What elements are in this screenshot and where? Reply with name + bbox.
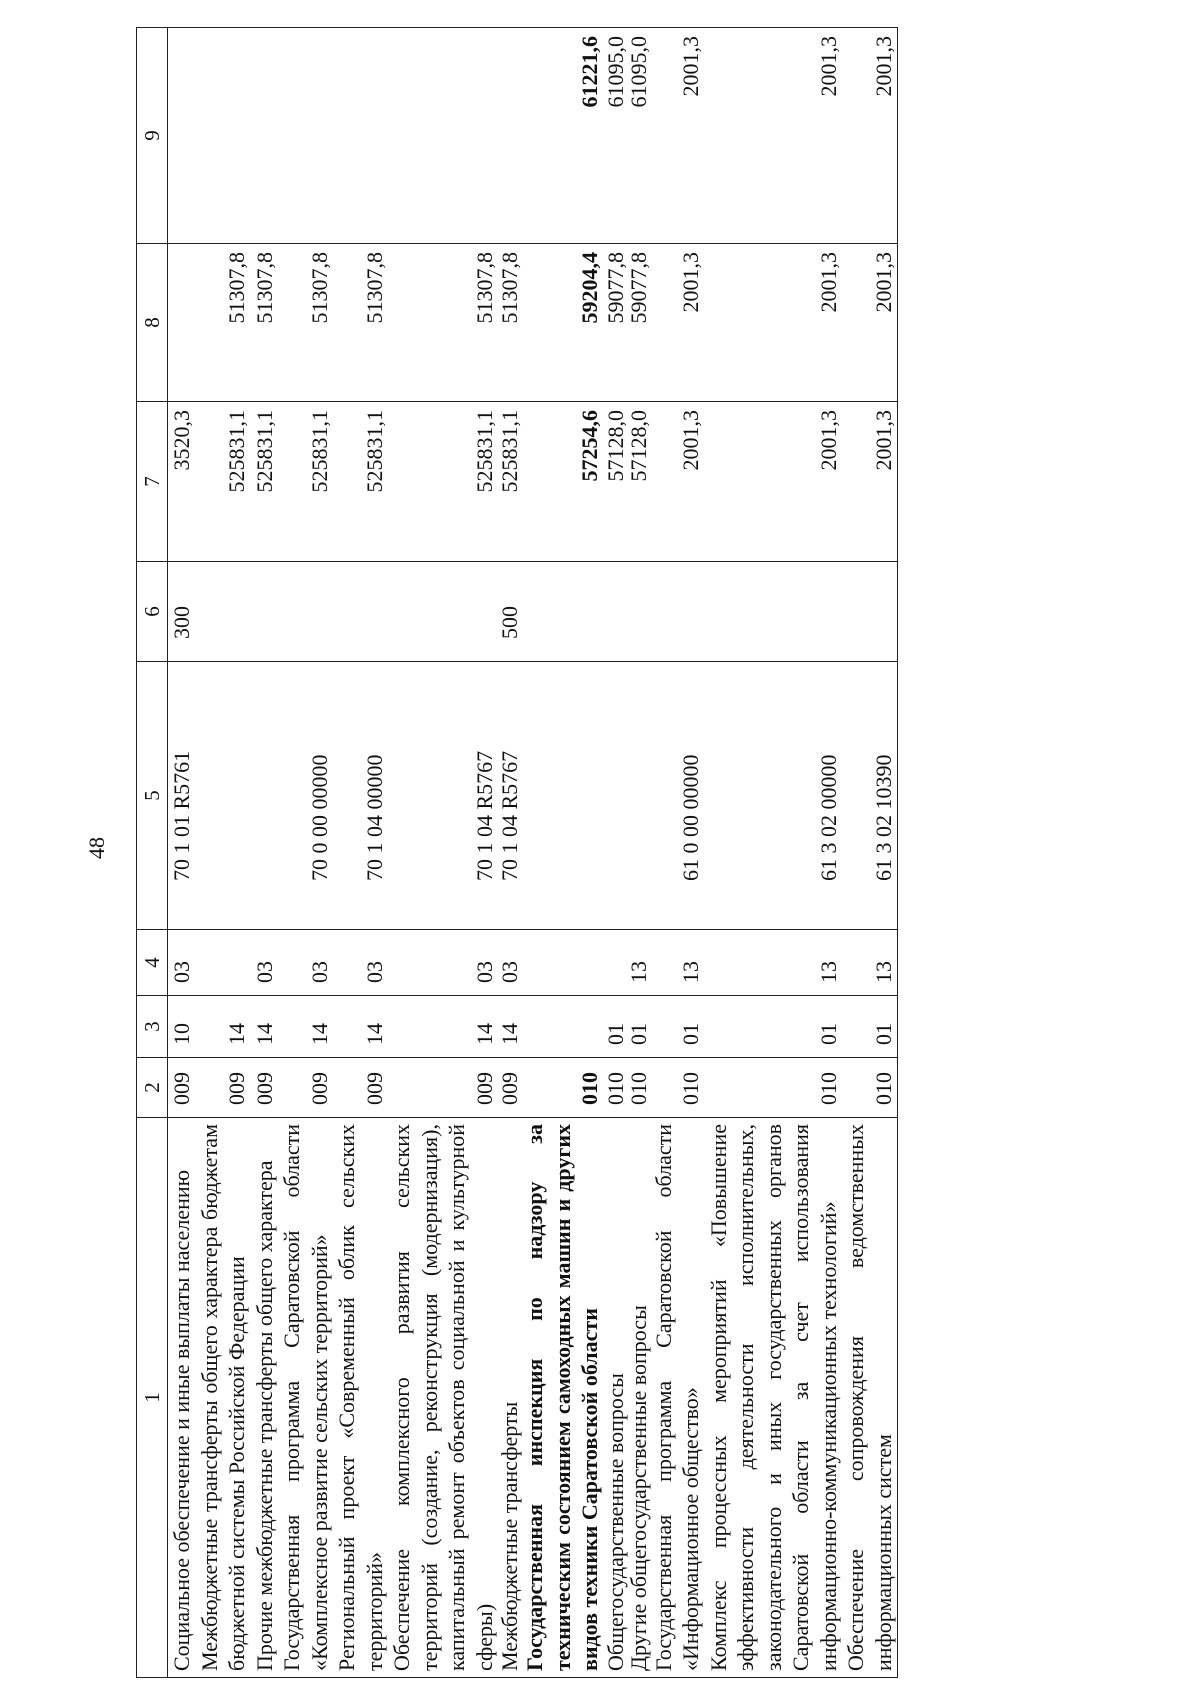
cell-col5 (251, 662, 279, 930)
cell-col9: 61095,0 (604, 28, 627, 244)
cell-col4: 03 (388, 930, 498, 996)
cell-col2: 010 (521, 1058, 604, 1118)
cell-col7: 525831,1 (251, 402, 279, 562)
cell-col5 (521, 662, 604, 930)
cell-col7: 57128,0 (627, 402, 650, 562)
cell-col6: 300 (168, 562, 196, 662)
table-body (168, 28, 898, 1678)
cell-col3: 01 (604, 996, 627, 1058)
table-row (498, 28, 521, 1678)
cell-col2: 010 (650, 1058, 705, 1118)
cell-col8: 2001,3 (650, 244, 705, 402)
table-row (604, 28, 627, 1678)
cell-col9: 2001,3 (705, 28, 843, 244)
page-number: 48 (84, 837, 109, 859)
cell-col9 (251, 28, 279, 244)
cell-col3 (521, 996, 604, 1058)
cell-col4 (521, 930, 604, 996)
cell-col6 (705, 562, 843, 662)
column-header: 7 (137, 402, 168, 562)
cell-col6 (196, 562, 251, 662)
row-name-cell: Государственная программа Саратовской области «Информационное общество» (650, 1118, 705, 1678)
cell-col7: 525831,1 (278, 402, 333, 562)
cell-col7: 57128,0 (604, 402, 627, 562)
cell-col3: 14 (196, 996, 251, 1058)
cell-col6 (333, 562, 388, 662)
cell-col5: 70 1 04 00000 (333, 662, 388, 930)
cell-col2: 009 (278, 1058, 333, 1118)
column-header: 8 (137, 244, 168, 402)
cell-col6: 500 (498, 562, 521, 662)
cell-col9 (168, 28, 196, 244)
row-name-cell: Социальное обеспечение и иные выплаты населению (168, 1118, 196, 1678)
cell-col4: 03 (278, 930, 333, 996)
column-header: 2 (137, 1058, 168, 1118)
row-name-cell: Региональный проект «Современный облик сельских территорий» (333, 1118, 388, 1678)
table-row (278, 28, 333, 1678)
cell-col9 (498, 28, 521, 244)
cell-col3: 10 (168, 996, 196, 1058)
cell-col2: 009 (251, 1058, 279, 1118)
budget-table (136, 27, 898, 1678)
cell-col3: 14 (278, 996, 333, 1058)
cell-col8: 51307,8 (278, 244, 333, 402)
cell-col7: 525831,1 (196, 402, 251, 562)
cell-col8: 51307,8 (196, 244, 251, 402)
cell-col3: 01 (705, 996, 843, 1058)
column-header: 9 (137, 28, 168, 244)
cell-col7: 2001,3 (650, 402, 705, 562)
column-header: 6 (137, 562, 168, 662)
cell-col4: 13 (627, 930, 650, 996)
cell-col9: 2001,3 (650, 28, 705, 244)
cell-col7: 525831,1 (498, 402, 521, 562)
table-row (842, 28, 898, 1678)
cell-col4: 13 (650, 930, 705, 996)
cell-col6 (842, 562, 898, 662)
cell-col4: 13 (705, 930, 843, 996)
cell-col4: 03 (498, 930, 521, 996)
cell-col8: 59077,8 (604, 244, 627, 402)
row-name-cell: Государственная инспекция по надзору за техническим состоянием самоходных машин и других видов техники Саратовской области (521, 1118, 604, 1678)
header-row (137, 28, 168, 1678)
cell-col2: 009 (388, 1058, 498, 1118)
cell-col9 (196, 28, 251, 244)
cell-col3: 14 (388, 996, 498, 1058)
cell-col9 (388, 28, 498, 244)
cell-col3: 14 (251, 996, 279, 1058)
cell-col4: 03 (168, 930, 196, 996)
cell-col8: 59077,8 (627, 244, 650, 402)
column-header: 4 (137, 930, 168, 996)
column-header: 3 (137, 996, 168, 1058)
cell-col8 (168, 244, 196, 402)
cell-col6 (251, 562, 279, 662)
cell-col2: 010 (705, 1058, 843, 1118)
cell-col9 (278, 28, 333, 244)
cell-col5: 61 3 02 00000 (705, 662, 843, 930)
cell-col5: 61 0 00 00000 (650, 662, 705, 930)
row-name-cell: Общегосударственные вопросы (604, 1118, 627, 1678)
table-row (388, 28, 498, 1678)
cell-col4: 03 (251, 930, 279, 996)
row-name-cell: Прочие межбюджетные трансферты общего характера (251, 1118, 279, 1678)
cell-col5: 70 1 04 R5767 (388, 662, 498, 930)
cell-col4: 03 (333, 930, 388, 996)
cell-col2: 010 (604, 1058, 627, 1118)
cell-col2: 009 (333, 1058, 388, 1118)
cell-col5: 70 1 01 R5761 (168, 662, 196, 930)
row-name-cell: Обеспечение сопровождения ведомственных информационных систем (842, 1118, 898, 1678)
cell-col9 (333, 28, 388, 244)
table-row (168, 28, 196, 1678)
cell-col6 (650, 562, 705, 662)
cell-col6 (521, 562, 604, 662)
cell-col3: 14 (498, 996, 521, 1058)
cell-col3: 01 (650, 996, 705, 1058)
cell-col4 (196, 930, 251, 996)
cell-col8: 51307,8 (388, 244, 498, 402)
row-name-cell: Межбюджетные трансферты (498, 1118, 521, 1678)
cell-col2: 010 (627, 1058, 650, 1118)
cell-col3: 01 (627, 996, 650, 1058)
table-row (196, 28, 251, 1678)
cell-col9: 2001,3 (842, 28, 898, 244)
table-row (627, 28, 650, 1678)
cell-col4: 13 (842, 930, 898, 996)
table-row (650, 28, 705, 1678)
cell-col2: 009 (168, 1058, 196, 1118)
cell-col7: 3520,3 (168, 402, 196, 562)
cell-col7: 2001,3 (842, 402, 898, 562)
cell-col4 (604, 930, 627, 996)
cell-col7: 57254,6 (521, 402, 604, 562)
cell-col7: 525831,1 (333, 402, 388, 562)
table-row (705, 28, 843, 1678)
cell-col9: 61095,0 (627, 28, 650, 244)
cell-col2: 010 (842, 1058, 898, 1118)
cell-col3: 14 (333, 996, 388, 1058)
cell-col5: 70 0 00 00000 (278, 662, 333, 930)
row-name-cell: Комплекс процессных мероприятий «Повышение эффективности деятельности исполнительных, законодательного и иных государственных органов Саратовской области за счет использования информационно-коммуникационных технологий» (705, 1118, 843, 1678)
cell-col8: 59204,4 (521, 244, 604, 402)
cell-col6 (278, 562, 333, 662)
column-header: 5 (137, 662, 168, 930)
cell-col6 (388, 562, 498, 662)
row-name-cell: Государственная программа Саратовской области «Комплексное развитие сельских территорий» (278, 1118, 333, 1678)
cell-col8: 51307,8 (333, 244, 388, 402)
cell-col8: 51307,8 (251, 244, 279, 402)
cell-col3: 01 (842, 996, 898, 1058)
table-row (251, 28, 279, 1678)
cell-col2: 009 (498, 1058, 521, 1118)
cell-col8: 51307,8 (498, 244, 521, 402)
cell-col5 (196, 662, 251, 930)
row-name-cell: Обеспечение комплексного развития сельских территорий (создание, реконструкция (модернизация), капитальный ремонт объектов социальной и культурной сферы) (388, 1118, 498, 1678)
cell-col6 (604, 562, 627, 662)
table-row (521, 28, 604, 1678)
row-name-cell: Другие общегосударственные вопросы (627, 1118, 650, 1678)
table-row (333, 28, 388, 1678)
cell-col7: 525831,1 (388, 402, 498, 562)
cell-col5: 70 1 04 R5767 (498, 662, 521, 930)
cell-col8: 2001,3 (842, 244, 898, 402)
cell-col2: 009 (196, 1058, 251, 1118)
cell-col7: 2001,3 (705, 402, 843, 562)
column-header: 1 (137, 1118, 168, 1678)
cell-col9: 61221,6 (521, 28, 604, 244)
cell-col5 (604, 662, 627, 930)
cell-col5: 61 3 02 10390 (842, 662, 898, 930)
row-name-cell: Межбюджетные трансферты общего характера бюджетам бюджетной системы Российской Федерации (196, 1118, 251, 1678)
cell-col6 (627, 562, 650, 662)
cell-col8: 2001,3 (705, 244, 843, 402)
cell-col5 (627, 662, 650, 930)
